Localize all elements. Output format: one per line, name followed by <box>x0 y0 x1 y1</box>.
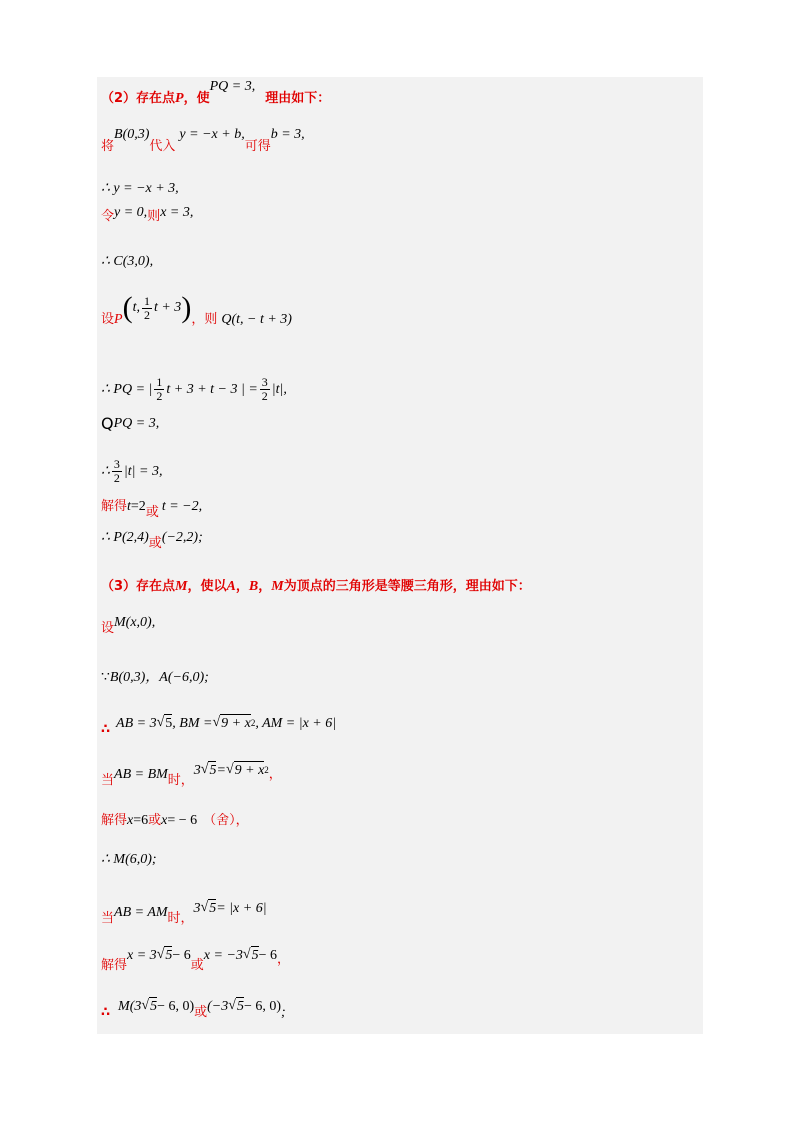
ling-line <box>101 205 194 226</box>
ling-text: 令 <box>101 209 115 224</box>
x-eq-neg6: = − 6 <box>167 813 198 828</box>
x-eq-6: =6 <box>133 813 149 828</box>
semicolon: ; <box>281 1004 286 1020</box>
comma-1: ， <box>235 579 249 594</box>
pq-num2: 3 <box>261 375 268 389</box>
point-p-label: P <box>114 312 123 327</box>
abs-x6: = |x + 6| <box>216 900 267 916</box>
sqrt5-c: 5 <box>209 901 217 916</box>
comma-4: ， <box>277 951 291 967</box>
solve-x2-line: 解得 x = 3 √ 5 − 6 或 x = −3 √ 5 − 6 ， <box>101 947 291 973</box>
t-coord: t, <box>132 300 140 315</box>
therefore-red: ∴ <box>101 721 111 737</box>
jiede-text-3: 解得 <box>101 957 128 973</box>
minus6-a: − 6 <box>172 947 191 963</box>
part2-label: （2）存在点 <box>101 91 176 106</box>
p-result-line <box>101 529 203 551</box>
therefore-red-2: ∴ <box>101 1004 111 1020</box>
ze-text-2: ，则 <box>191 312 218 327</box>
jiang-text: 将 <box>101 139 115 154</box>
dang-text: 当 <box>101 772 115 788</box>
comma-2: ， <box>258 579 272 594</box>
part2-heading <box>101 79 331 108</box>
lhs-3: 3 <box>193 762 201 778</box>
p-result-1: ∴ P(2,4) <box>101 530 149 545</box>
pq-den1: 2 <box>156 389 163 403</box>
shi-text-2: 时， <box>167 910 194 926</box>
m-sol-1-tail: − 6, 0) <box>157 998 195 1014</box>
square-exp: 2 <box>250 718 256 728</box>
pq-end: |t|, <box>271 381 287 397</box>
square-exp-b: 2 <box>264 765 269 775</box>
huo-text-3: 或 <box>148 813 162 828</box>
point-b: B(0,3) <box>114 127 150 142</box>
t-var: t <box>127 499 131 514</box>
p-result-2: (−2,2); <box>161 530 203 545</box>
minus6-b: − 6 <box>258 947 277 963</box>
point-m: M <box>175 579 188 594</box>
pq-mid: t + 3 + t − 3 | = <box>166 381 258 397</box>
solve-t-line <box>101 498 203 520</box>
sqrt-9x2-b: 9 + x <box>234 763 265 778</box>
equals-sign: = <box>216 762 226 778</box>
x-three: x = 3, <box>160 205 194 220</box>
point-a: A <box>226 579 236 594</box>
y-zero: y = 0, <box>114 205 148 220</box>
q-line <box>101 415 159 433</box>
paren-open: ( <box>122 291 133 324</box>
ba-points: B(0,3)，A(−6,0); <box>109 670 209 685</box>
pq-equation: PQ = 3, <box>209 79 256 94</box>
set-p-line <box>101 291 292 335</box>
set-m-line <box>101 614 156 636</box>
m-sol-1: M(3 <box>118 998 142 1014</box>
sqrt-9x2: 9 + x <box>221 716 251 731</box>
therefore-1: ∴ <box>101 463 110 479</box>
because-symbol: ∵ <box>101 670 110 685</box>
part3-heading <box>101 578 531 596</box>
huo-text-2: 或 <box>148 536 162 551</box>
y-equation: ∴ y = −x + 3, <box>101 181 179 196</box>
point-m-2: M <box>271 579 284 594</box>
paren-close: ) <box>181 291 192 324</box>
huo-text-4: 或 <box>190 957 204 973</box>
part3-rest: 为顶点的三角形是等腰三角形，理由如下： <box>283 579 531 594</box>
part2-shi: ，使 <box>183 91 210 106</box>
she-text-2: 设 <box>101 621 115 636</box>
comma-3: ， <box>268 766 282 782</box>
line-equation: y = −x + b, <box>179 127 245 142</box>
pq-num1: 1 <box>156 375 163 389</box>
sqrt5-f: 5 <box>150 999 158 1014</box>
final-line: ∴ M(3 √ 5 − 6, 0) 或 (−3 √ 5 − 6, 0) ; <box>101 998 286 1020</box>
point-p: P <box>175 91 184 106</box>
reason-label: 理由如下： <box>265 91 331 106</box>
part3-label: （3）存在点 <box>101 579 176 594</box>
sqrt5: 5 <box>165 716 173 731</box>
m-result-1: ∴ M(6,0); <box>101 852 157 867</box>
jiede-text: 解得 <box>101 499 128 514</box>
x-sol-1: x = 3 <box>127 947 157 963</box>
point-c: ∴ C(3,0), <box>101 254 154 269</box>
frac-den: 2 <box>143 307 150 322</box>
huo-text: 或 <box>145 505 159 520</box>
ab-value: AB = 3 <box>116 715 157 731</box>
sqrt5-b: 5 <box>209 763 217 778</box>
ab-eq-bm: AB = BM <box>114 766 168 782</box>
point-q: Q(t, − t + 3) <box>221 312 292 327</box>
point-b-label: B <box>248 579 259 594</box>
dairu-text: 代入 <box>149 139 176 154</box>
t-eq-2: =2 <box>130 499 146 514</box>
kede-text: 可得 <box>244 139 271 154</box>
q-symbol: Q <box>101 414 114 433</box>
sqrt5-e: 5 <box>251 948 259 963</box>
dang-text-2: 当 <box>101 910 115 926</box>
frac-line <box>101 458 162 485</box>
x-sol-2: x = −3 <box>203 947 243 963</box>
shi-text: 时， <box>167 772 194 788</box>
frac3-den: 2 <box>113 471 120 485</box>
solve-x-line <box>101 812 249 830</box>
x-var-1: x <box>127 813 134 828</box>
frac3-num: 3 <box>113 457 120 471</box>
because-line <box>101 669 209 687</box>
she-text: 设 <box>101 312 115 327</box>
ze-text: 则 <box>147 209 161 224</box>
ab-eq-am: AB = AM <box>114 904 168 920</box>
m-coord: M(x,0), <box>114 615 156 630</box>
pq-line <box>101 376 287 403</box>
huo-text-5: 或 <box>194 1004 208 1020</box>
substitute-line <box>101 127 305 156</box>
abs-t-eq: |t| = 3, <box>123 463 163 479</box>
bm-label: , BM = <box>172 715 213 731</box>
lhs-3-b: 3 <box>193 900 201 916</box>
am-value: , AM = |x + 6| <box>255 715 337 731</box>
t-eq-neg2: t = −2, <box>161 499 203 514</box>
b-result: b = 3, <box>270 127 305 142</box>
m-sol-2: (−3 <box>207 998 229 1014</box>
sqrt5-d: 5 <box>165 948 173 963</box>
part3-shi: ，使以 <box>187 579 227 594</box>
case2-line: 当 AB = AM 时， 3 √ 5 = |x + 6| <box>101 900 267 926</box>
frac-num: 1 <box>143 293 150 308</box>
jiede-text-2: 解得 <box>101 813 128 828</box>
m-sol-2-tail: − 6, 0) <box>243 998 281 1014</box>
sqrt5-g: 5 <box>236 999 244 1014</box>
case1-line: 当 AB = BM 时， 3 √ 5 = √ 9 + x 2 ， <box>101 762 282 788</box>
y-coord: t + 3 <box>153 300 182 315</box>
rejected-note: （舍）， <box>203 813 249 828</box>
pq-den2: 2 <box>261 389 268 403</box>
x-var-2: x <box>161 813 168 828</box>
pq-eq-3: PQ = 3, <box>113 416 160 431</box>
distances-line: ∴ AB = 3 √ 5 , BM = √ 9 + x 2 , AM = |x + 6| <box>101 715 337 737</box>
pq-lead: ∴ PQ = | <box>101 381 153 397</box>
